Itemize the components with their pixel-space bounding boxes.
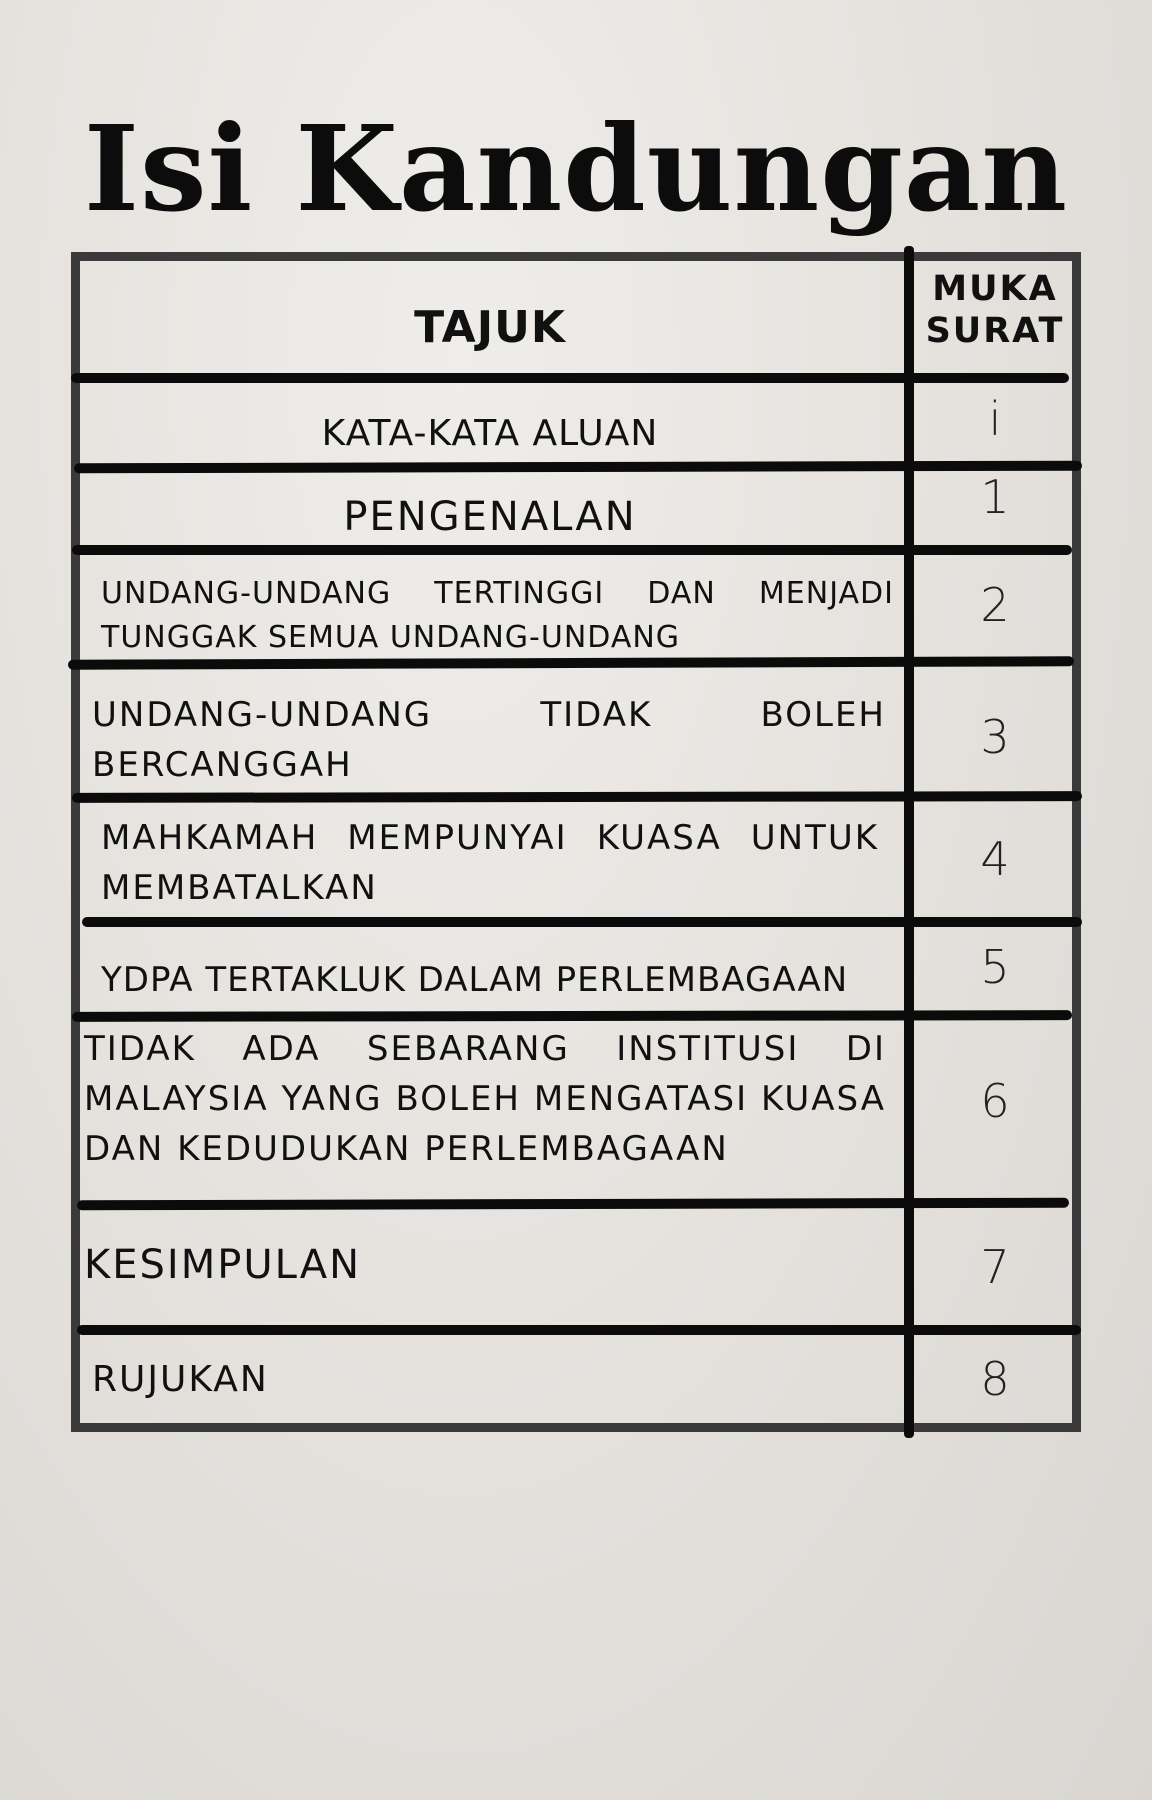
row-topic-rujukan: RUJUKAN	[92, 1359, 269, 1400]
row-topic-tidak-ada-institusi: TIDAK ADA SEBARANG INSTITUSI DI MALAYSIA YANG BOLEH MENGATASI KUASA DAN KEDUDUKAN PERLEMBAGAAN	[84, 1029, 886, 1169]
row-topic-pengenalan: PENGENALAN	[343, 494, 637, 540]
row-page-number: 5	[980, 940, 1010, 994]
row-topic-kesimpulan: KESIMPULAN	[84, 1242, 362, 1288]
page-title: Isi Kandungan	[83, 99, 1069, 238]
header-page: MUKA SURAT	[925, 269, 1065, 351]
row-divider	[77, 1325, 1081, 1335]
row-divider	[71, 373, 1069, 383]
row-page-number: 1	[980, 470, 1010, 524]
row-divider	[72, 545, 1072, 555]
row-page-number: 8	[980, 1352, 1010, 1406]
row-divider	[82, 917, 1082, 927]
row-page-number: 7	[980, 1240, 1010, 1294]
row-topic-mahkamah: MAHKAMAH MEMPUNYAI KUASA UNTUK MEMBATALKAN	[101, 818, 879, 908]
row-topic-undang-undang-tertinggi: UNDANG-UNDANG TERTINGGI DAN MENJADI TUNGGAK SEMUA UNDANG-UNDANG	[101, 576, 894, 655]
row-topic-tidak-boleh-bercanggah: UNDANG-UNDANG TIDAK BOLEH BERCANGGAH	[92, 695, 886, 785]
row-page-number: 4	[980, 832, 1010, 886]
header-topic: TAJUK	[414, 302, 566, 353]
row-divider	[72, 1010, 1072, 1022]
row-topic-kata-kata-aluan: KATA-KATA ALUAN	[321, 413, 659, 454]
row-page-number: 6	[980, 1074, 1010, 1128]
row-topic-ydpa: YDPA TERTAKLUK DALAM PERLEMBAGAAN	[101, 960, 849, 1000]
row-page-number: i	[988, 392, 1002, 446]
row-page-number: 2	[980, 578, 1010, 632]
row-divider	[72, 791, 1082, 803]
row-page-number: 3	[980, 710, 1010, 764]
